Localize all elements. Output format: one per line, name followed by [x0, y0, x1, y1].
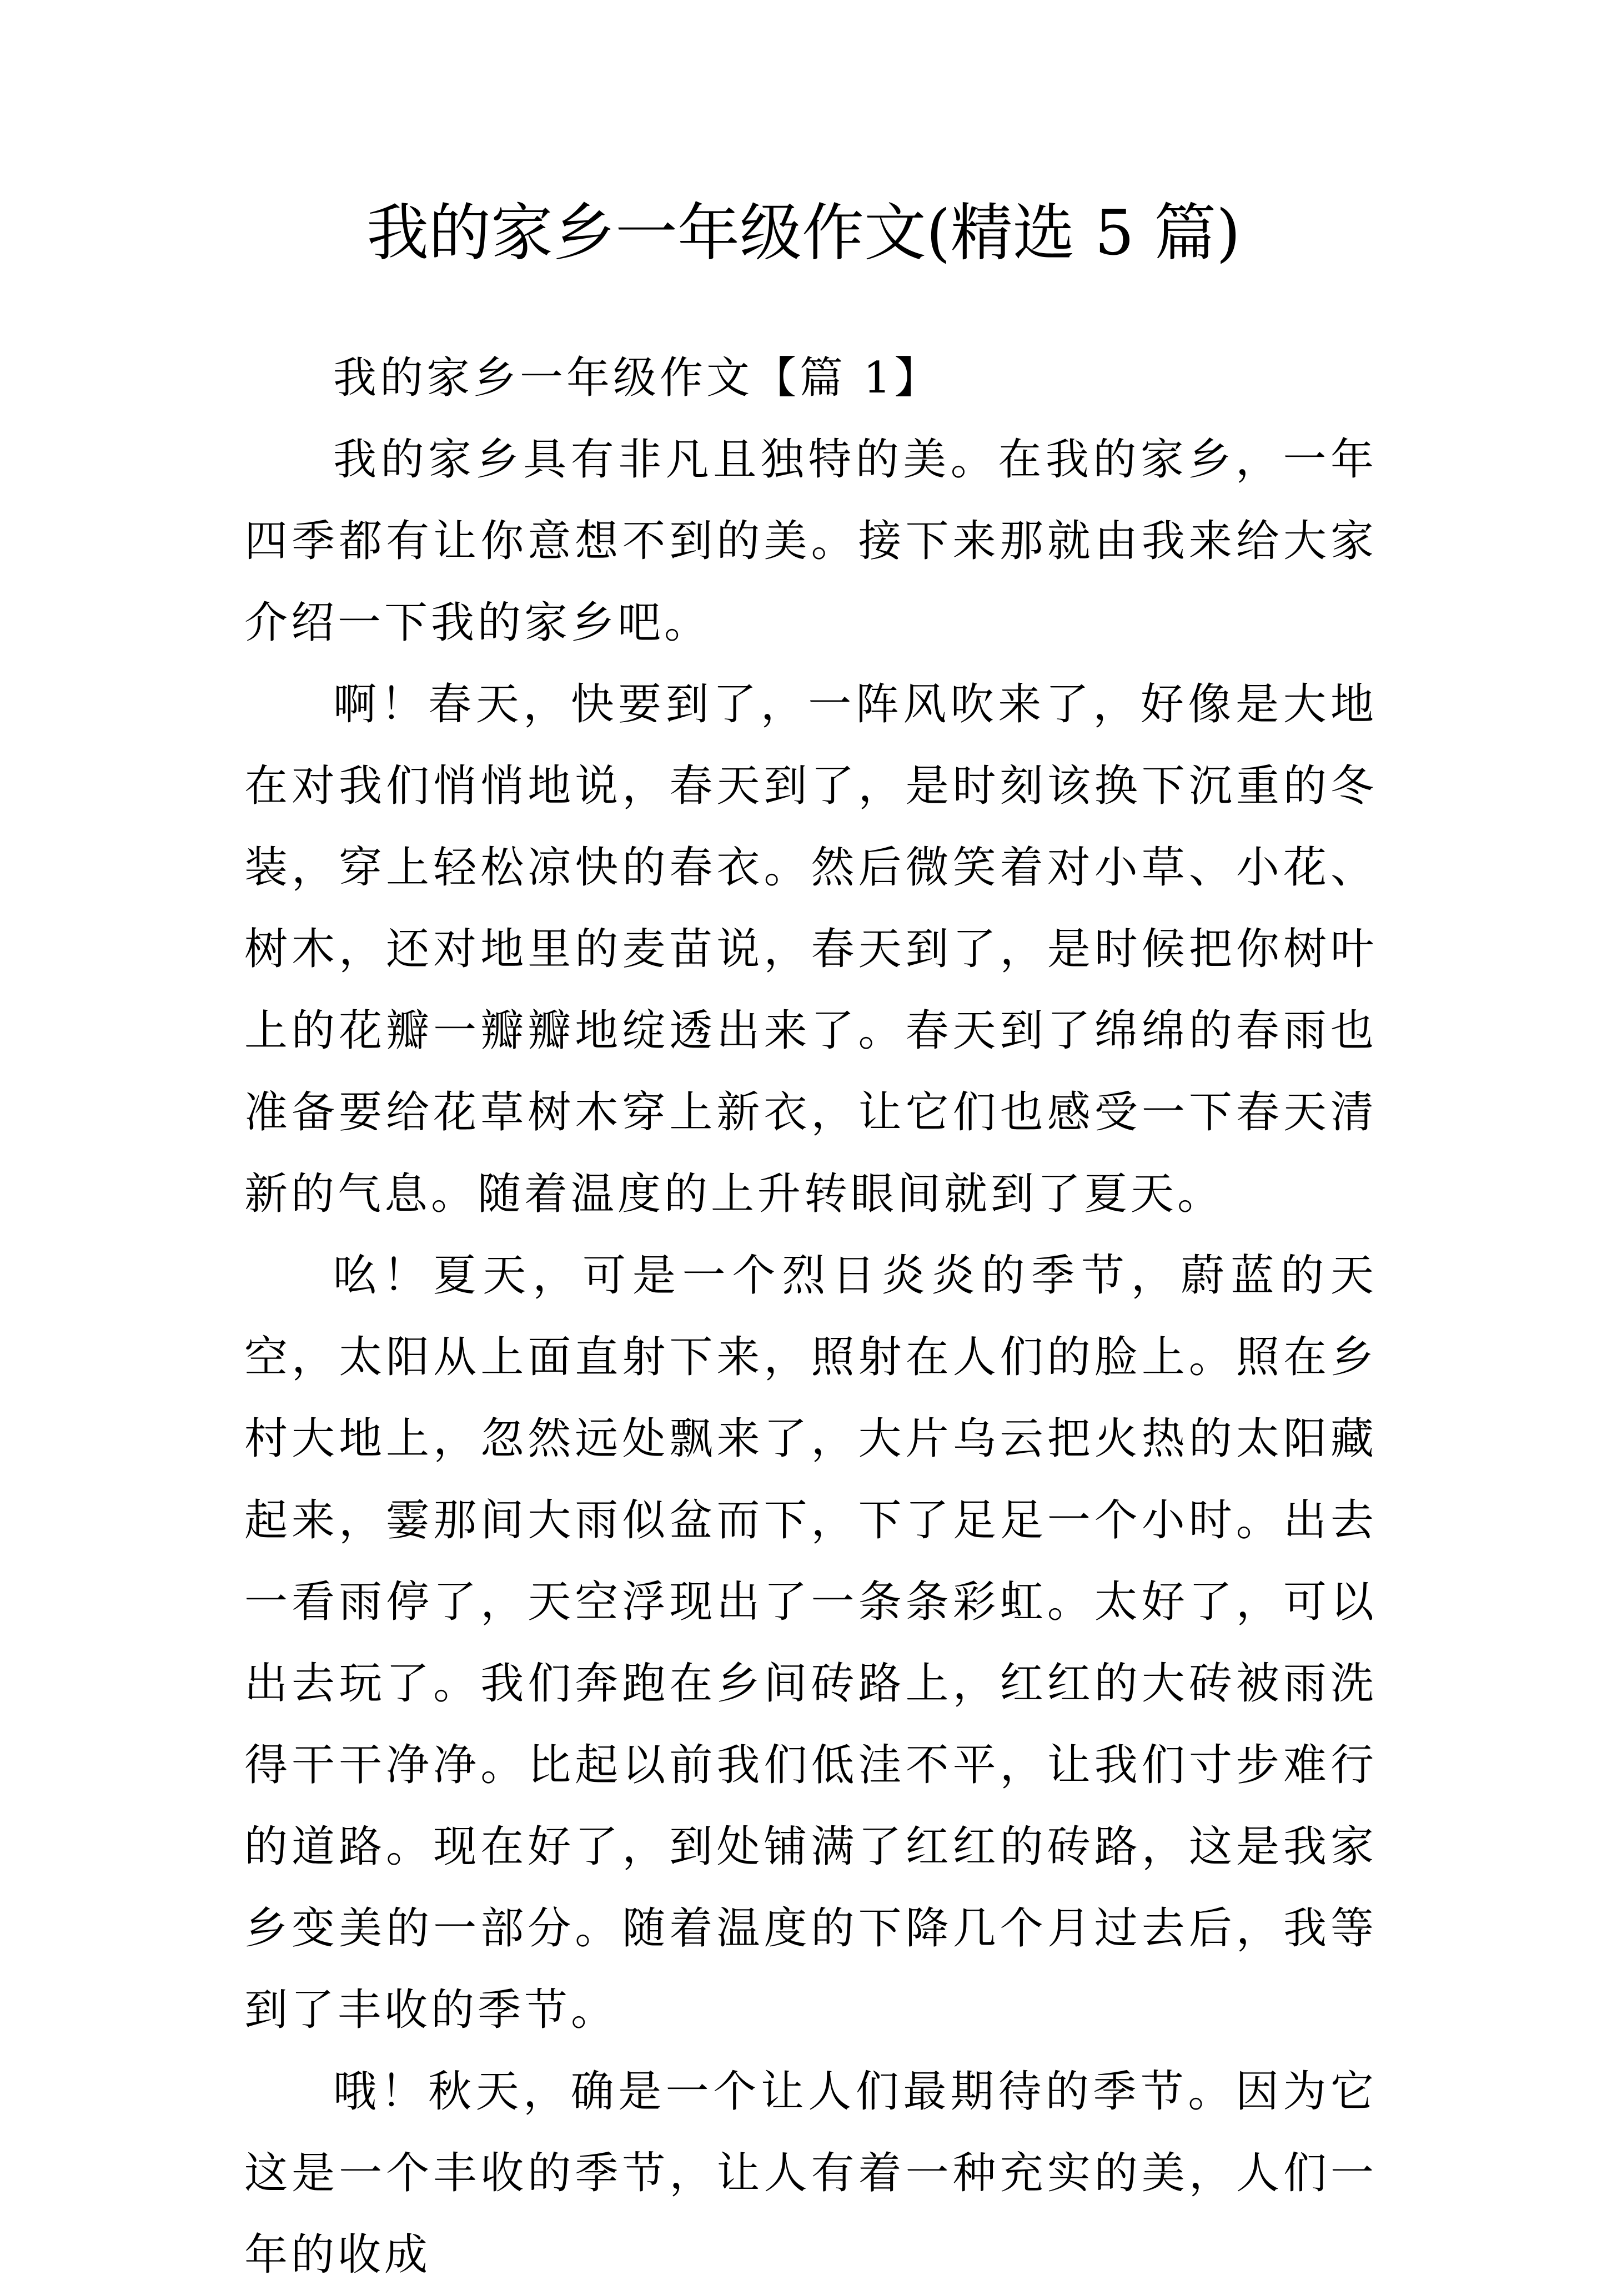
paragraph-spring: 啊！春天，快要到了，一阵风吹来了，好像是大地在对我们悄悄地说，春天到了，是时刻该换下沉重的冬装，穿上轻松凉快的春衣。然后微笑着对小草、小花、树木，还对地里的麦苗说，春天到了，是时候把你树叶上的花瓣一瓣瓣地绽透出来了。春天到了绵绵的春雨也准备要给花草树木穿上新衣，让它们也感受一下春天清新的气息。随着温度的上升转眼间就到了夏天。 [244, 679, 1377, 1219]
paragraph-summer: 吆！夏天，可是一个烈日炎炎的季节，蔚蓝的天空，太阳从上面直射下来，照射在人们的脸上。照在乡村大地上，忽然远处飘来了，大片乌云把火热的太阳藏起来，霎那间大雨似盆而下，下了足足一个小时。出去一看雨停了，天空浮现出了一条条彩虹。太好了，可以出去玩了。我们奔跑在乡间砖路上，红红的大砖被雨洗得干干净净。比起以前我们低洼不平，让我们寸步难行的道路。现在好了，到处铺满了红红的砖路，这是我家乡变美的一部分。随着温度的下降几个月过去后，我等到了丰收的季节。 [244, 1251, 1377, 2035]
section-heading: 我的家乡一年级作文【篇 1】 [333, 353, 941, 403]
document-title: 我的家乡一年级作文(精选 5 篇) [366, 197, 1241, 269]
paragraph-autumn: 哦！秋天，确是一个让人们最期待的季节。因为它这是一个丰收的季节，让人有着一种充实的美，人们一年的收成 [244, 2067, 1377, 2280]
paragraph-intro: 我的家乡具有非凡且独特的美。在我的家乡，一年四季都有让你意想不到的美。接下来那就由我来给大家介绍一下我的家乡吧。 [244, 435, 1377, 648]
document-body [244, 338, 1377, 2296]
